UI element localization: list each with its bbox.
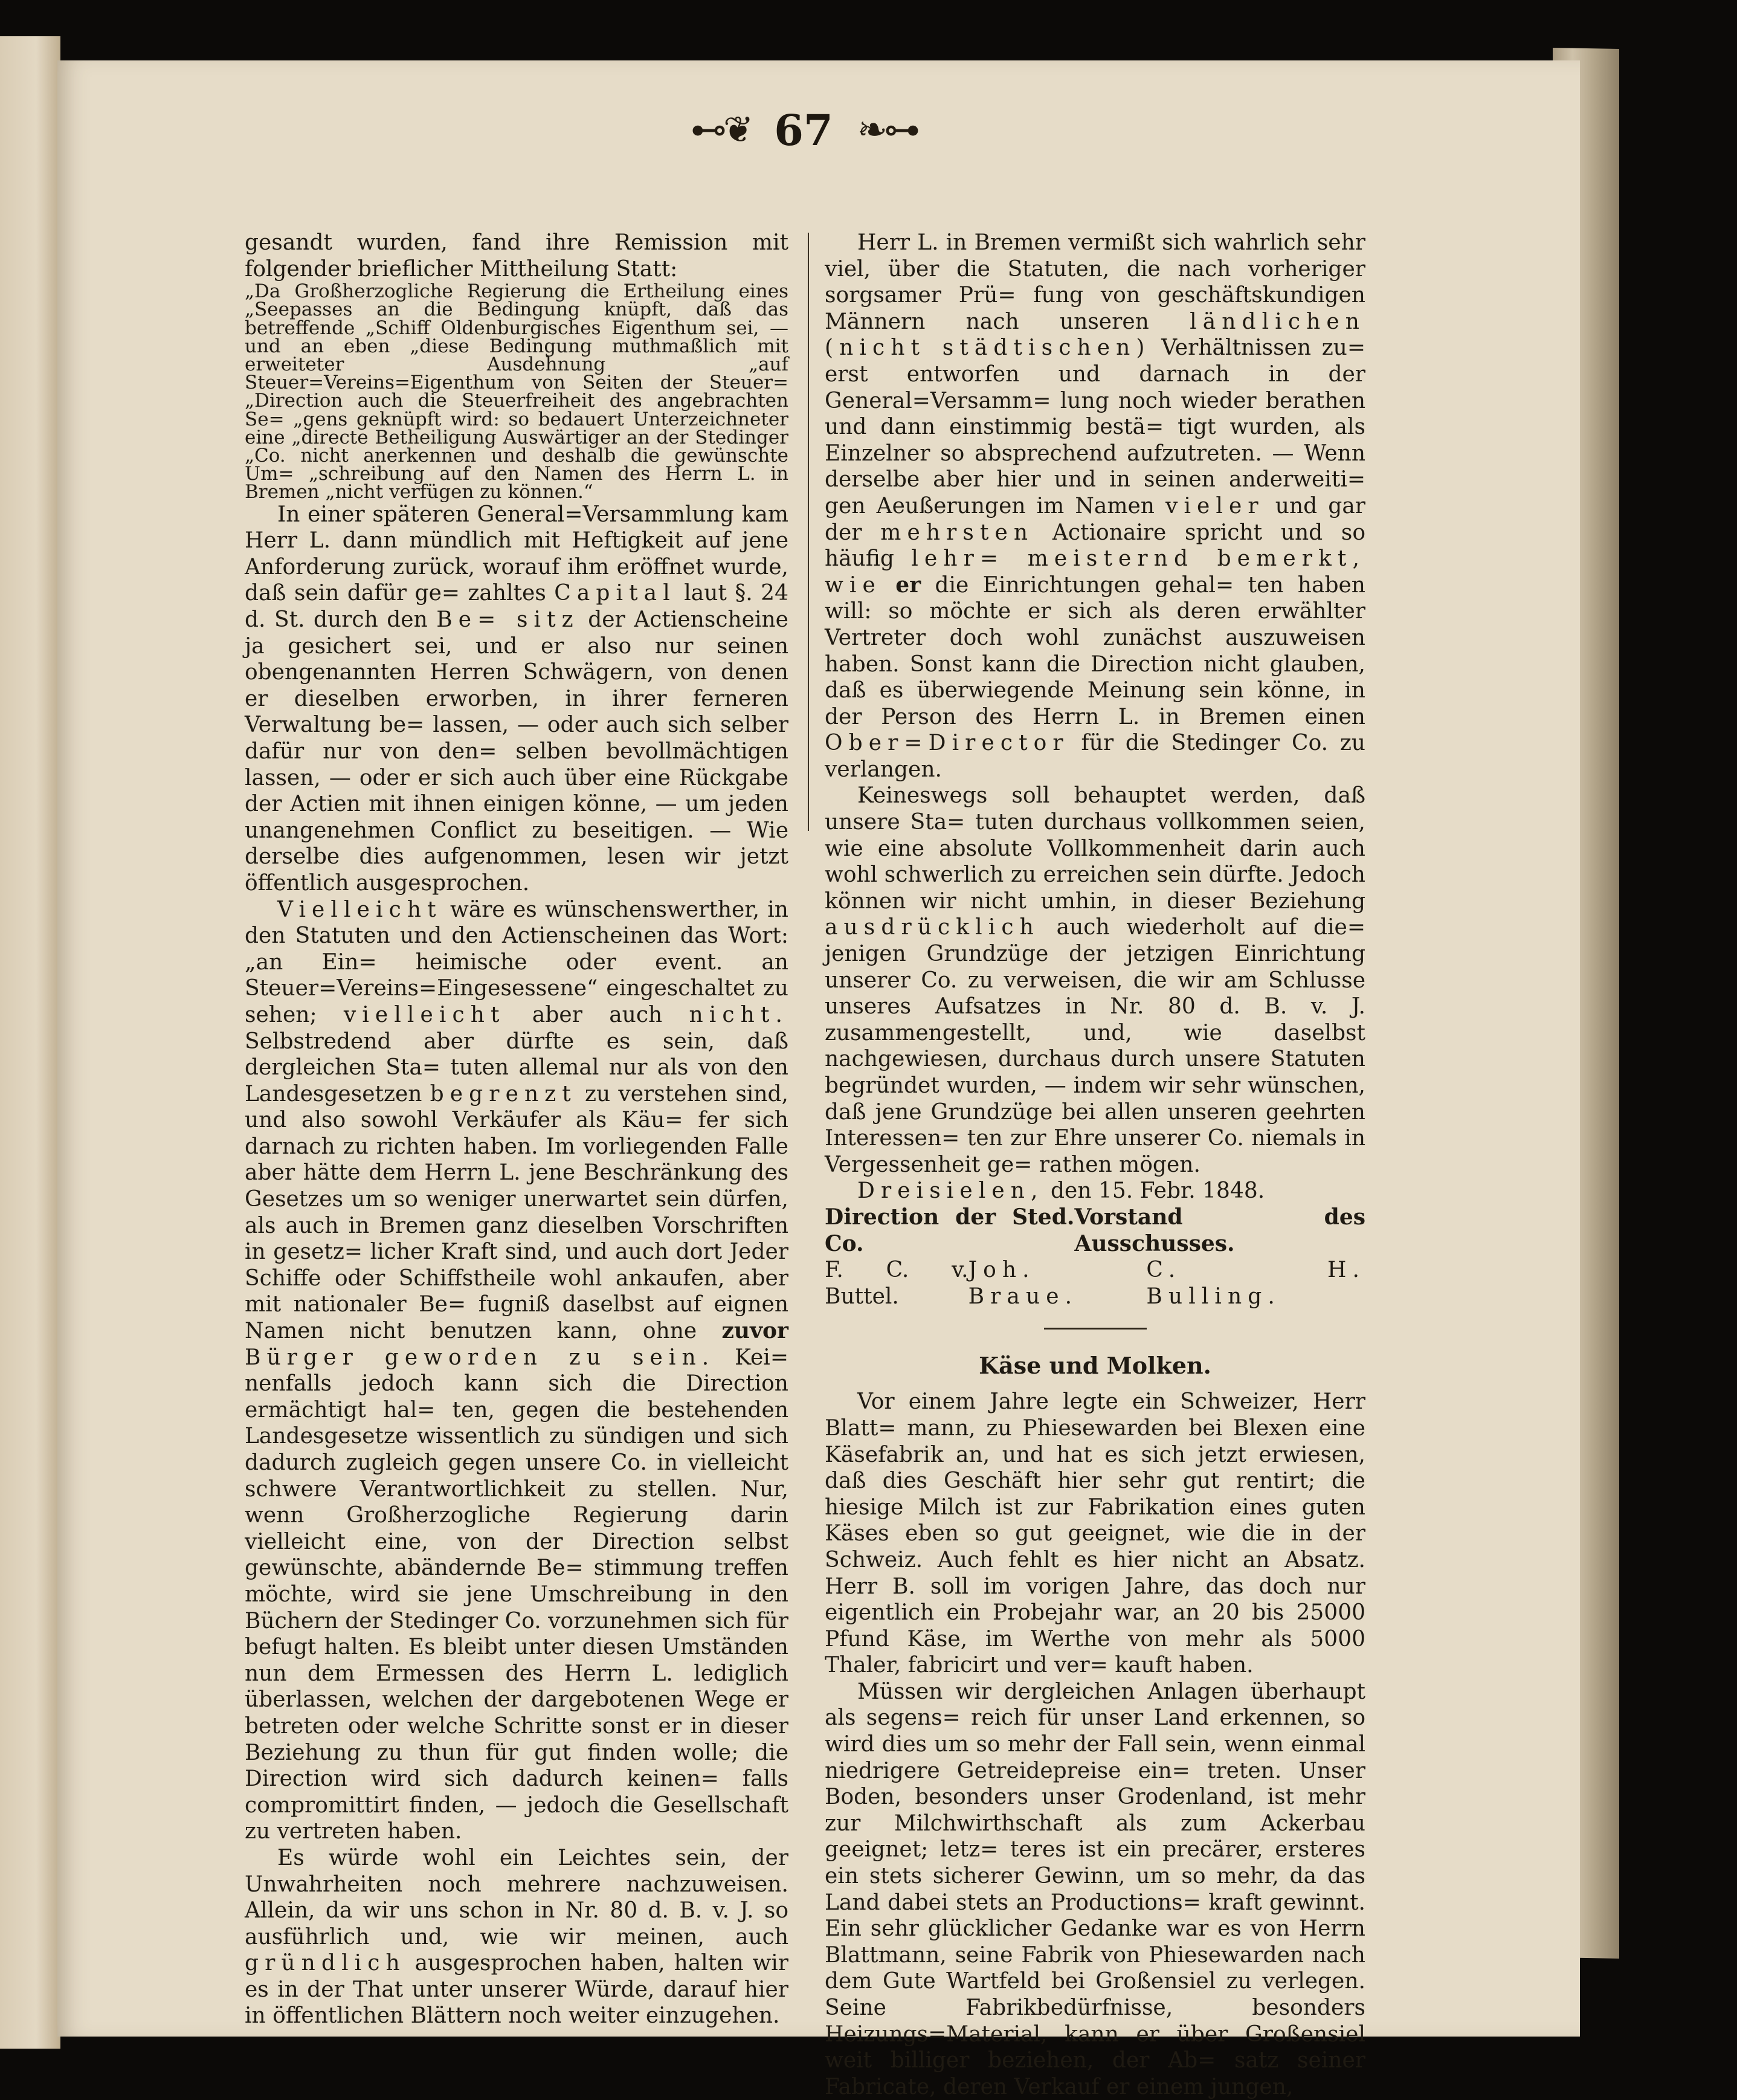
emph-oberdirector: Ober=Director <box>825 731 1069 756</box>
emph-ausdruecklich: ausdrücklich <box>825 915 1040 940</box>
paragraph-kaesefabrik: Vor einem Jahre legte ein Schweizer, Herr Blatt= mann, zu Phiesewarden bei Blexen eine Käsefabrik an, und hat es sich jetzt erwiesen, daß dies Geschäft hier sehr gut rentirt; die hiesige Milch ist zur Fabrikation eines guten Käses eben so gut geeignet, wie die in der Schweiz. Auch fehlt es hier nicht an Absatz. Herr B. soll im vorigen Jahre, das doch nur eigentlich ein Probejahr war, an 20 bis 25000 Pfund Käse, im Werthe von mehr als 5000 Thaler, fabricirt und ver= kauft haben. <box>825 1389 1365 1678</box>
emph-begrenzt: begrenzt <box>430 1081 577 1107</box>
quoted-letter: „Da Großherzogliche Regierung die Ertheilung eines „Seepasses an die Bedingung knüpft, daß das betreffende „Schiff Oldenburgisches Eigenthum sei, — und an eben „diese Bedingung muthmaßlich mit erweiteter Ausdehnung „auf Steuer=Vereins=Eigenthum von Seiten der Steuer= „Direction auch die Steuerfreiheit des angebrachten Se= „gens geknüpft wird: so bedauert Unterzeichneter eine „directe Betheiligung Auswärtiger an der Stedinger „Co. nicht anerkennen und deshalb die gewünschte Um= „schreibung auf den Namen des Herrn L. in Bremen „nicht verfügen zu können.“ <box>245 280 788 503</box>
emph-vielleicht: Vielleicht <box>277 897 442 922</box>
page-number: 67 <box>774 105 833 155</box>
dateline <box>825 1178 1365 1204</box>
date: den 15. Febr. 1848. <box>1050 1178 1265 1204</box>
left-column <box>245 230 788 2029</box>
emph-gruendlich: gründlich <box>245 1951 406 1976</box>
sig-direction: Direction der Sted. Co. <box>825 1204 1075 1256</box>
signature-names <box>825 1257 1365 1310</box>
emph-vielleicht-2: vielleicht <box>343 1002 506 1027</box>
emph-capital: Capital <box>554 581 676 606</box>
emph-laendlichen: ländlichen (nicht städtischen) <box>825 309 1365 361</box>
emph-nicht: nicht. <box>689 1002 788 1027</box>
right-column <box>825 230 1365 2100</box>
section-separator <box>1044 1328 1147 1329</box>
ornament-right-icon: ❧⊶ <box>857 109 917 151</box>
emph-er: er <box>895 572 921 598</box>
paragraph-milchwirthschaft: Müssen wir dergleichen Anlagen überhaupt als segens= reich für unser Land erkennen, so wird dies um so mehr der Fall sein, wenn einmal niedrigere Getreidepreise ein= treten. Unser Boden, besonders unser Grodenland, ist mehr zur Milchwirthschaft als zum Ackerbau geeignet; letz= teres ist ein precärer, ersteres ein stets sicherer Gewinn, um so mehr, da das Land dabei stets an Productions= kraft gewinnt. Ein sehr glücklicher Gedanke war es von Herrn Blattmann, seine Fabrik von Phiesewarden nach dem Gute Wartfeld bei Großensiel zu verlegen. Seine Fabrikbedürfnisse, besonders Heizungs=Material, kann er über Großensiel weit billiger beziehen, der Ab= satz seiner Fabricate, deren Verkauf er einem jungen, <box>825 1679 1365 2099</box>
paragraph-general-assembly: In einer späteren General=Versammlung kam Herr L. dann mündlich mit Heftigkeit auf jene Anforderung zurück, worauf ihm eröffnet wurde, daß sein dafür ge= zahltes Capital laut §. 24 d. St. durch den Be= sitz der Actienscheine ja gesichert sei, und er also nur seinen obengenannten Herren Schwägern, von denen er dieselben erworben, in ihrer ferneren Verwaltung be= lassen, — oder auch sich selber dafür nur von den= selben bevollmächtigen lassen, — oder er sich auch über eine Rückgabe der Actien mit ihnen einigen könne, — um jeden unangenehmen Conflict zu beseitigen. — Wie derselbe dies aufgenommen, lesen wir jetzt öffentlich ausgesprochen. <box>245 502 788 896</box>
emph-zuvor: zuvor <box>721 1318 788 1344</box>
ornament-left-icon: ⊷❦ <box>691 109 750 151</box>
emph-mehrsten: mehrsten <box>880 520 1034 545</box>
paragraph-vielleicht: Vielleicht wäre es wünschenswerther, in den Statuten und den Actienscheinen das Wort: „an Ein= heimische oder event. an Steuer=Vereins=Eingesessene“ eingeschaltet zu sehen; vielleicht aber auch nicht. Selbstredend aber dürfte es sein, daß dergleichen Sta= tuten allemal nur als von den Landesgesetzen begrenzt zu verstehen sind, und also sowohl Verkäufer als Käu= fer sich darnach zu richten haben. Im vorliegenden Falle aber hätte dem Herrn L. jene Beschränkung des Gesetzes um so weniger unerwartet sein dürfen, als auch in Bremen ganz dieselben Vorschriften in gesetz= licher Kraft sind, und auch dort Jeder Schiffe oder Schiffstheile wohl ankaufen, aber mit nationaler Be= fugniß daselbst auf eignen Namen nicht benutzen kann, ohne zuvor Bürger geworden zu sein. Kei= nenfalls jedoch kann sich die Direction ermächtigt hal= ten, gegen die bestehenden Landesgesetze wissentlich zu sündigen und sich dadurch zugleich gegen unsere Co. in vielleicht schwere Verantwortlichkeit zu stellen. Nur, wenn Großherzogliche Regierung darin vielleicht eine, von der Direction selbst gewünschte, abändernde Be= stimmung treffen möchte, wird sie jene Umschreibung in den Büchern der Stedinger Co. vorzunehmen sich für befugt halten. Es bleibt unter diesen Umständen nun dem Ermessen des Herrn L. lediglich überlassen, welchen der dargebotenen Wege er betreten oder welche Schritte sonst er in dieser Beziehung zu thun für gut finden wolle; die Direction wird sich dadurch keinen= falls compromittirt finden, — jedoch die Gesellschaft zu vertreten haben. <box>245 897 788 1844</box>
emph-lehrmeisternd: lehr= meisternd bemerkt, wie <box>825 546 1365 598</box>
paragraph-closing: Es würde wohl ein Leichtes sein, der Unwahrheiten noch mehrere nachzuweisen. Allein, da wir uns schon in Nr. 80 d. B. v. J. so ausführlich und, wie wir meinen, auch gründlich ausgesprochen haben, halten wir es in der That unter unserer Würde, darauf hier in öffentlichen Blättern noch weiter einzugehen. <box>245 1845 788 2029</box>
sig-name-bulling: C. H. Bulling. <box>1146 1258 1365 1309</box>
paragraph-herr-l: Herr L. in Bremen vermißt sich wahrlich sehr viel, über die Statuten, die nach vorheriger sorgsamer Prü= fung von geschäftskundigen Männern nach unseren ländlichen (nicht städtischen) Verhältnissen zu= erst entworfen und darnach in der General=Versamm= lung noch wieder berathen und dann einstimmig bestä= tigt wurden, als Einzelner so absprechend aufzutreten. — Wenn derselbe aber hier und in seinen anderweiti= gen Aeußerungen im Namen vieler und gar der mehrsten Actionaire spricht und so häufig lehr= meisternd bemerkt, wie er die Einrichtungen gehal= ten haben will: so möchte er sich als deren erwählter Vertreter doch wohl zunächst auszuweisen haben. Sonst kann die Direction nicht glauben, daß es überwiegende Meinung sein könne, in der Person des Herrn L. in Bremen einen Ober=Director für die Stedinger Co. zu verlangen. <box>825 230 1366 782</box>
article-heading: Käse und Molken. <box>979 1352 1211 1380</box>
emph-besitz: Be= sitz <box>436 607 579 632</box>
sig-name-braue: Joh. Braue. <box>968 1258 1078 1309</box>
emph-buerger: Bürger geworden zu sein. <box>245 1345 715 1370</box>
sig-name-buttel: F. C. v. Buttel. <box>825 1258 968 1309</box>
signature-titles <box>825 1204 1365 1257</box>
paragraph-keineswegs: Keineswegs soll behauptet werden, daß unsere Sta= tuten durchaus vollkommen seien, wie eine absolute Vollkommenheit darin auch wohl schwerlich zu erreichen sein dürfte. Jedoch können wir nicht umhin, in dieser Beziehung ausdrücklich auch wiederholt auf die= jenigen Grundzüge der jetzigen Einrichtung unserer Co. zu verweisen, die wir am Schlusse unseres Aufsatzes in Nr. 80 d. B. v. J. zusammengestellt, und, wie daselbst nachgewiesen, durchaus durch unsere Statuten begründet wurden, — indem wir sehr wünschen, daß jene Grundzüge bei allen unseren geehrten Interessen= ten zur Ehre unserer Co. niemals in Vergessenheit ge= rathen mögen. <box>825 783 1365 1177</box>
place-name: Dreisielen, <box>857 1178 1044 1204</box>
column-divider <box>808 233 809 831</box>
emph-vieler: vieler <box>1165 493 1265 519</box>
intro-paragraph: gesandt wurden, fand ihre Remission mit folgender brieflicher Mittheilung Statt: <box>245 230 788 282</box>
left-page-edge <box>0 36 60 2049</box>
sig-vorstand: Vorstand des Ausschusses. <box>1074 1204 1365 1256</box>
page-header <box>677 100 930 160</box>
